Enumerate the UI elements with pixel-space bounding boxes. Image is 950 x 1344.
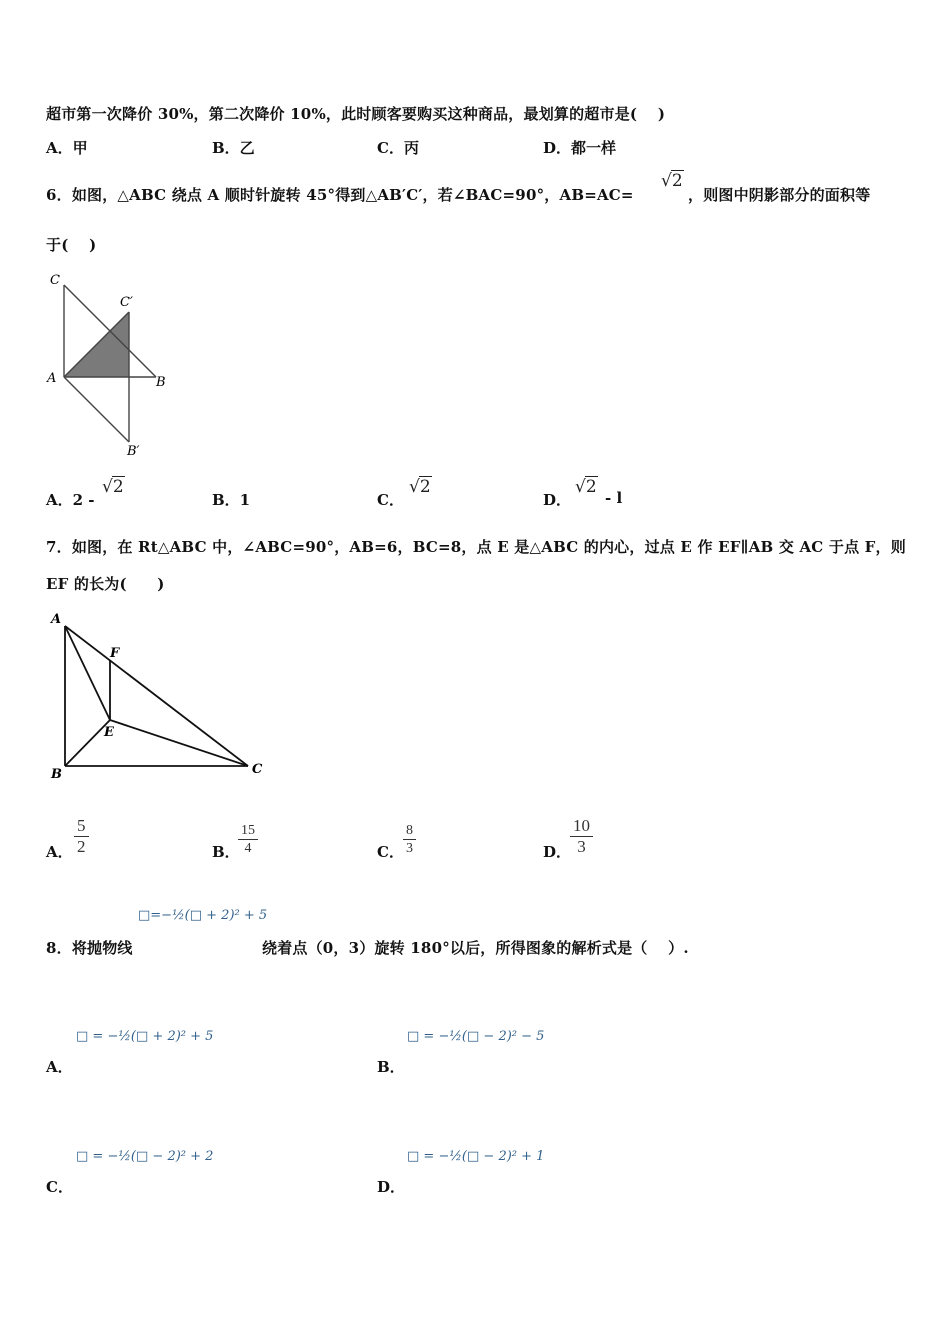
q7-stem-line1: 7．如图，在 Rt△ABC 中，∠ABC=90°，AB=6，BC=8，点 E 是△ABC 的内心，过点 E 作 EF∥AB 交 AC 于点 F，则: [46, 538, 906, 556]
q8-option-a[interactable]: A．: [46, 1058, 73, 1076]
q8-option-d-formula: □ = −½(□ − 2)² + 1: [407, 1149, 545, 1164]
q7-stem-line2: EF 的长为( ): [46, 575, 165, 593]
q8-stem-formula: □=−½(□ + 2)² + 5: [138, 908, 268, 923]
q6-stem-line2: 于( ): [46, 236, 97, 254]
q8-stem-head: 8．将抛物线: [46, 939, 133, 957]
q6-label-a: A: [47, 371, 57, 386]
q6-stem-line1: 6．如图，△ABC 绕点 A 顺时针旋转 45°得到△AB′C′，若∠BAC=90°，AB=AC=: [46, 186, 634, 204]
q6-option-d[interactable]: D．: [543, 491, 572, 509]
q6-option-c[interactable]: C．: [377, 491, 404, 509]
q6-label-c: C: [50, 273, 60, 288]
q6-option-c-sqrt: √2: [409, 477, 431, 497]
q7-option-c-fraction: $\frac{8}{3}$: [403, 822, 416, 857]
q6-figure: [40, 268, 180, 463]
q8-option-c-formula: □ = −½(□ − 2)² + 2: [76, 1149, 214, 1164]
q5-option-d[interactable]: D．都一样: [543, 139, 617, 157]
q7-label-c: C: [252, 762, 263, 777]
q5-stem-tail: 超市第一次降价 30%，第二次降价 10%，此时顾客要购买这种商品，最划算的超市是( ): [46, 105, 666, 123]
q8-stem-tail: 绕着点（0，3）旋转 180°以后，所得图象的解析式是（ ）.: [262, 939, 689, 957]
q6-stem-sqrt: √2: [661, 171, 683, 191]
q6-label-b: B: [156, 375, 166, 390]
q6-stem-line1-tail: ，则图中阴影部分的面积等: [688, 186, 871, 204]
q7-label-f: F: [110, 646, 120, 661]
q7-option-c[interactable]: C．: [377, 843, 404, 861]
q5-option-c[interactable]: C．丙: [377, 139, 419, 157]
q7-option-b[interactable]: B．: [212, 843, 240, 861]
q7-figure: [40, 608, 270, 783]
q6-option-d-tail: - l: [605, 489, 623, 507]
q6-option-d-sqrt: √2: [575, 477, 597, 497]
q7-option-a-fraction: $\frac{5}{2}$: [74, 816, 89, 857]
q7-option-d-fraction: $\frac{10}{3}$: [570, 816, 593, 857]
q8-option-b[interactable]: B．: [377, 1058, 405, 1076]
q8-option-a-formula: □ = −½(□ + 2)² + 5: [76, 1029, 214, 1044]
q6-label-c-prime: C′: [120, 295, 133, 310]
q6-option-a-sqrt: √2: [102, 477, 124, 497]
q7-option-a[interactable]: A．: [46, 843, 73, 861]
q7-label-b: B: [51, 767, 62, 782]
q7-option-b-fraction: $\frac{15}{4}$: [238, 822, 258, 857]
q5-option-a[interactable]: A．甲: [46, 139, 88, 157]
q5-option-b[interactable]: B．乙: [212, 139, 255, 157]
q8-option-c[interactable]: C．: [46, 1178, 73, 1196]
q6-label-b-prime: B′: [127, 444, 140, 459]
q7-label-a: A: [51, 612, 62, 627]
q6-option-b[interactable]: B．1: [212, 491, 251, 509]
q7-label-e: E: [104, 725, 114, 740]
q7-option-d[interactable]: D．: [543, 843, 572, 861]
q8-option-d[interactable]: D．: [377, 1178, 406, 1196]
q6-option-a[interactable]: A．2 -: [46, 491, 95, 509]
q8-option-b-formula: □ = −½(□ − 2)² − 5: [407, 1029, 545, 1044]
